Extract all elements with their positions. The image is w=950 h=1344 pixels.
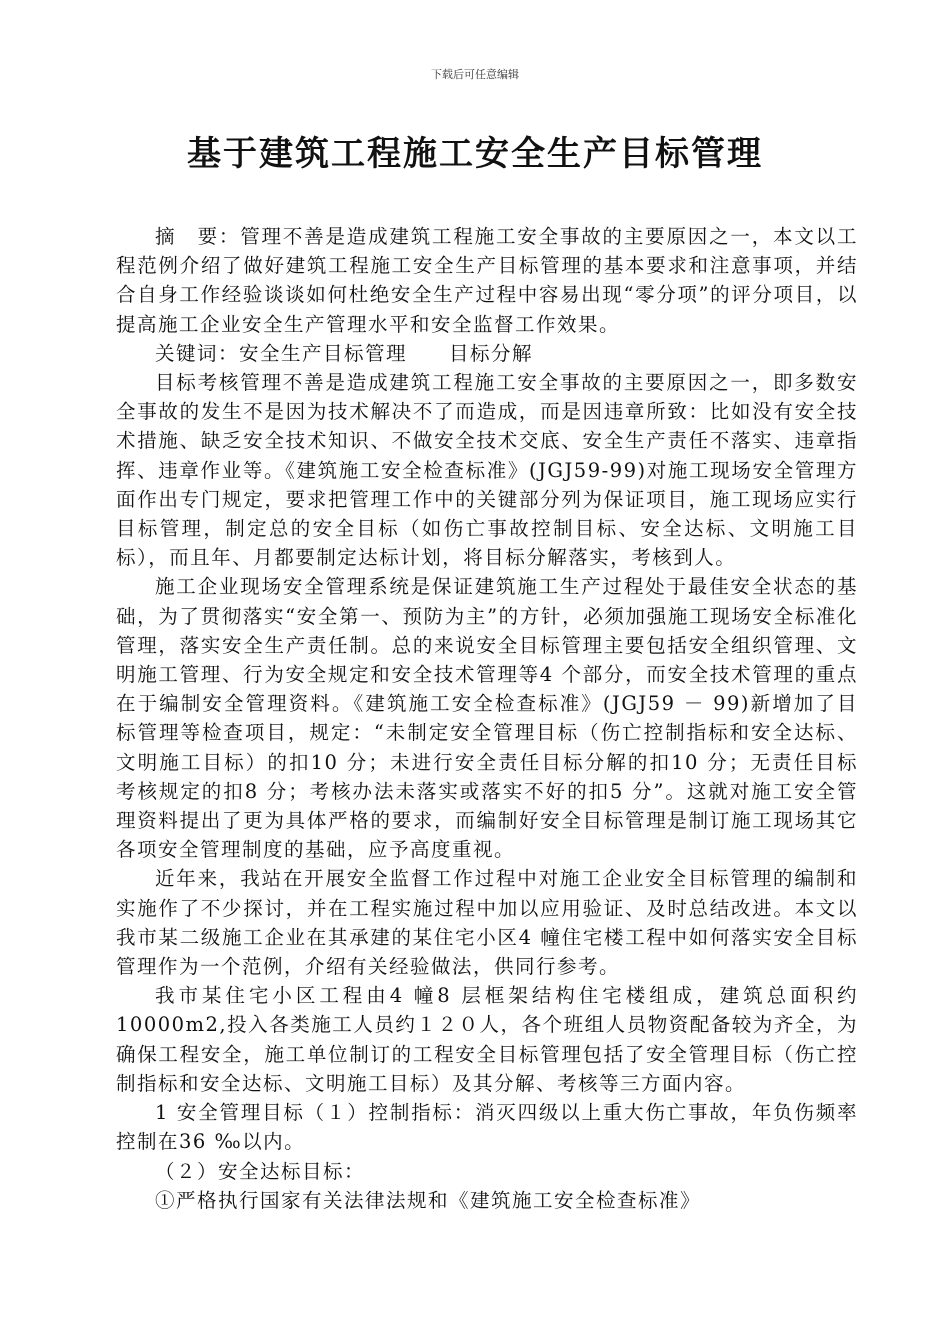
body-paragraph-4: 我市某住宅小区工程由4 幢8 层框架结构住宅楼组成，建筑总面积约10000m2,投入各类施工人员约１２０人，各个班组人员物资配备较为齐全，为确保工程安全，施工单位制订的工程安全目标管理包括了安全管理目标（伤亡控制指标和安全达标、文明施工目标）及其分解、考核等三方面内容。 (116, 984, 858, 1095)
subsection-2-heading: （２）安全达标目标： (155, 1159, 366, 1183)
keywords-text: 安全生产目标管理 目标分解 (239, 341, 534, 365)
document-body (116, 222, 858, 1215)
abstract-paragraph (116, 222, 858, 339)
abstract-text: 管理不善是造成建筑工程施工安全事故的主要原因之一，本文以工程范例介绍了做好建筑工程施工安全生产目标管理的基本要求和注意事项，并结合自身工作经验谈谈如何杜绝安全生产过程中容易出现“零分项”的评分项目，以提高施工企业安全生产管理水平和安全监督工作效果。 (116, 225, 858, 336)
body-paragraph-1: 目标考核管理不善是造成建筑工程施工安全事故的主要原因之一，即多数安全事故的发生不是因为技术解决不了而造成，而是因违章所致：比如没有安全技术措施、缺乏安全技术知识、不做安全技术交底、安全生产责任不落实、违章指挥、违章作业等。《建筑施工安全检查标准》(JGJ59-99)对施工现场安全管理方面作出专门规定，要求把管理工作中的关键部分列为保证项目，施工现场应实行目标管理，制定总的安全目标（如伤亡事故控制目标、安全达标、文明施工目标），而且年、月都要制定达标计划，将目标分解落实，考核到人。 (116, 371, 858, 570)
keywords-paragraph (116, 339, 858, 368)
section-1-heading: 1 安全管理目标（１）控制指标：消灭四级以上重大伤亡事故，年负伤频率控制在36 ‰以内。 (116, 1101, 858, 1154)
header-note: 下载后可任意编辑 (431, 68, 519, 81)
abstract-label: 摘 要： (155, 225, 241, 248)
document-title: 基于建筑工程施工安全生产目标管理 (187, 134, 763, 174)
body-paragraph-3: 近年来，我站在开展安全监督工作过程中对施工企业安全目标管理的编制和实施作了不少探讨，并在工程实施过程中加以应用验证、及时总结改进。本文以我市某二级施工企业在其承建的某住宅小区4 幢住宅楼工程中如何落实安全目标管理作为一个范例，介绍有关经验做法，供同行参考。 (116, 867, 858, 979)
body-paragraph-2: 施工企业现场安全管理系统是保证建筑施工生产过程处于最佳安全状态的基础，为了贯彻落实“安全第一、预防为主”的方针，必须加强施工现场安全标准化管理，落实安全生产责任制。总的来说安全目标管理主要包括安全组织管理、文明施工管理、行为安全规定和安全技术管理等4 个部分，而安全技术管理的重点在于编制安全管理资料。《建筑施工安全检查标准》(JGJ59 － 99)新增加了目标管理等检查项目，规定：“未制定安全管理目标（伤亡控制指标和安全达标、文明施工目标）的扣10 分；未进行安全责任目标分解的扣10 分；无责任目标考核规定的扣8 分；考核办法未落实或落实不好的扣5 分”。这就对施工安全管理资料提出了更为具体严格的要求，而编制好安全目标管理是制订施工现场其它各项安全管理制度的基础，应予高度重视。 (116, 575, 858, 862)
list-item-1: ①严格执行国家有关法律法规和《建筑施工安全检查标准》 (155, 1188, 702, 1212)
keywords-label: 关键词： (155, 341, 240, 365)
